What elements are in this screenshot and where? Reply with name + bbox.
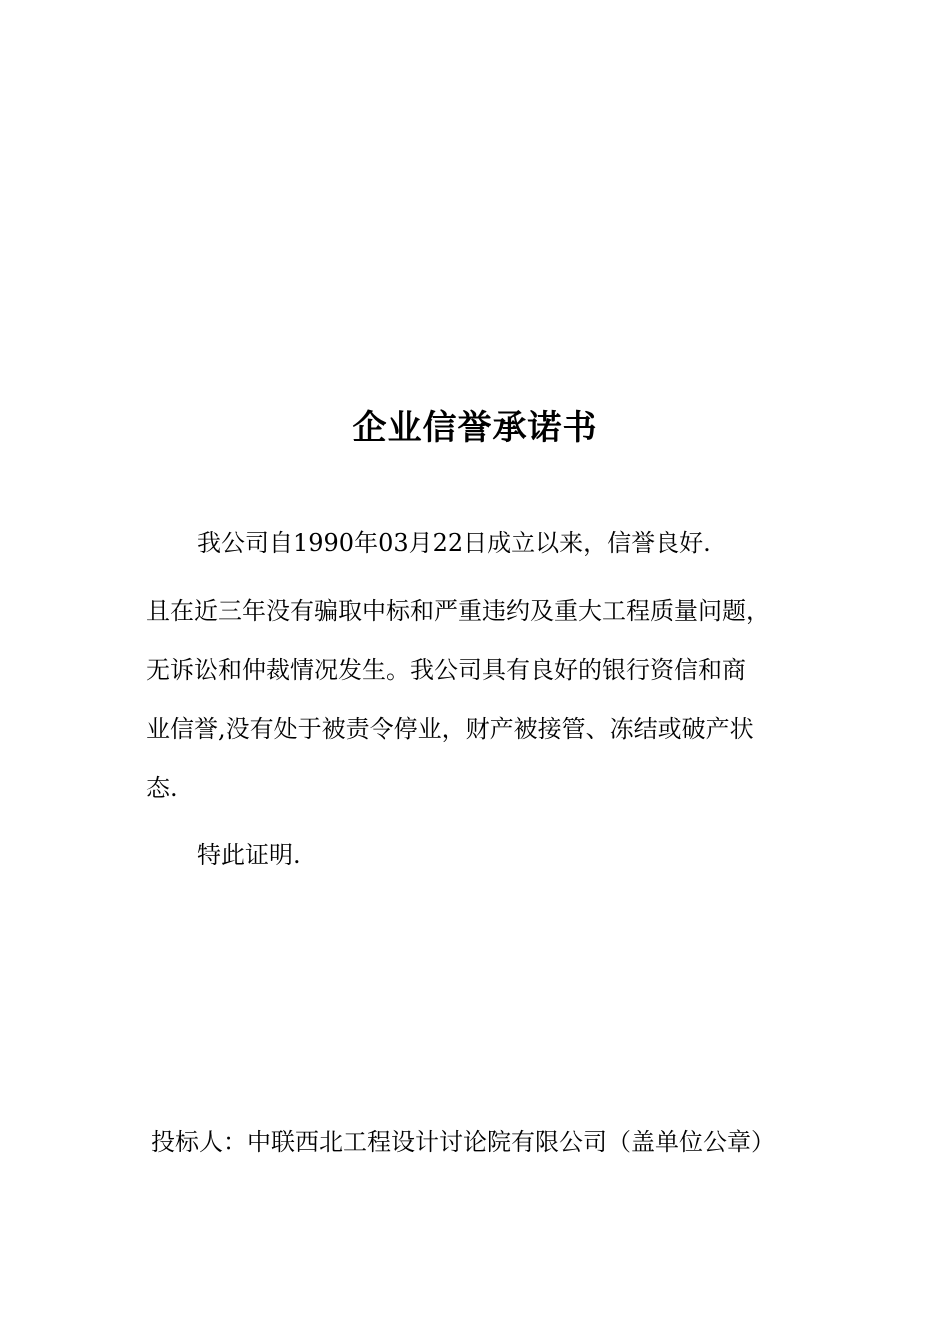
body-line: 且在近三年没有骗取中标和严重违约及重大工程质量问题，: [146, 597, 770, 625]
body-paragraph: [146, 596, 806, 832]
signature-line: 投标人：中联西北工程设计讨论院有限公司（盖单位公章）: [151, 1128, 775, 1156]
body-line: 态.: [146, 774, 178, 802]
intro-paragraph: 我公司自1990年03月22日成立以来，信誉良好.: [197, 529, 711, 557]
closing-paragraph: 特此证明.: [197, 841, 301, 869]
body-line: 业信誉,没有处于被责令停业，财产被接管、冻结或破产状: [146, 715, 754, 743]
body-line: 无诉讼和仲裁情况发生。我公司具有良好的银行资信和商: [146, 656, 746, 684]
document-title: 企业信誉承诺书: [352, 408, 598, 448]
